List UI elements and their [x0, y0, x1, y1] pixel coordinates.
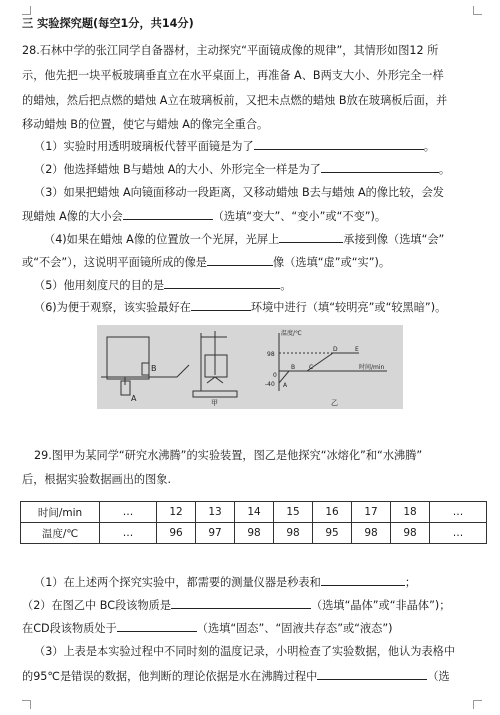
- period: 。: [280, 279, 292, 292]
- figures-svg: [97, 325, 403, 409]
- label-origin: 0: [273, 372, 277, 379]
- table-cell: 时间/min: [21, 502, 100, 523]
- q28-text-line-4: 移动蜡烛 B的位置，使它与蜡烛 A的像完全重合。: [22, 118, 269, 131]
- q28-sub4-pre: （4)如果在蜡烛 A像的位置放一个光屏，光屏上: [44, 233, 280, 246]
- table-row-temperature: [21, 523, 487, 544]
- table-cell: 96: [157, 523, 196, 544]
- q28-text-line-2: 示，他先把一块平板玻璃垂直立在水平桌面上，再准备 A、B两支大小、外形完全一样: [22, 69, 444, 82]
- q29-sub2b-pre: 在CD段该物质处于: [22, 622, 117, 635]
- label-time-axis: 时间/min: [359, 364, 385, 371]
- temperature-data-table: [20, 501, 487, 544]
- q28-sub3-post: （选填“变大”、“变小”或“不变”)。: [212, 210, 387, 223]
- table-cell: 15: [274, 502, 313, 523]
- q28-sub1-text: （1）实验时用透明玻璃板代替平面镜是为了: [34, 140, 254, 153]
- table-row-time: [21, 502, 487, 523]
- period: 。: [438, 163, 451, 176]
- q29-sub2b-post: （选填“固态”、“固液共存态”或“液态”): [196, 622, 393, 635]
- period: 。: [423, 140, 435, 153]
- table-cell: 95: [313, 523, 352, 544]
- q28-sub5-blank[interactable]: [164, 277, 280, 289]
- table-cell: 98: [391, 523, 430, 544]
- q29-sub2-blank-2[interactable]: [117, 620, 197, 632]
- q28-sub2-text: （2）他选择蜡烛 B与蜡烛 A的大小、外形完全一样是为了: [34, 163, 321, 176]
- table-cell: 温度/℃: [21, 523, 100, 544]
- beaker-shape: [205, 355, 227, 377]
- table-cell: …: [100, 502, 157, 523]
- table-cell: 14: [235, 502, 274, 523]
- q28-sub4b-post: 像（选填“虚”或“实”)。: [273, 256, 391, 269]
- q29-sub1-pre: （1）在上述两个探究实验中，都需要的测量仪器是秒表和: [34, 576, 321, 589]
- label-yi: 乙: [331, 399, 338, 407]
- label-point-b: B: [291, 364, 296, 371]
- q28-sub6-pre: （6)为便于观察，该实验最好在: [34, 301, 191, 314]
- label-point-d: D: [333, 346, 338, 353]
- q29-text-line-2: 后，根据实验数据画出的图象.: [22, 473, 171, 486]
- burner-base: [193, 391, 237, 397]
- table-cell: …: [100, 523, 157, 544]
- q28-text-line-1: 28.石林中学的张江同学自备器材，主动探究“平面镜成像的规律”，其情形如图12 所: [22, 44, 439, 57]
- label-candle-a: A: [131, 394, 137, 403]
- q28-sub4-line2: [22, 254, 390, 271]
- table-cell: 98: [352, 523, 391, 544]
- q29-sub2-line2: [22, 620, 393, 637]
- q29-sub2-blank-1[interactable]: [171, 597, 311, 609]
- q29-sub3-post: （选: [427, 670, 450, 683]
- section-title: 三 实验探究题(每空1分，共14分): [22, 17, 194, 30]
- table-cell: 12: [157, 502, 196, 523]
- table-cell: 98: [235, 523, 274, 544]
- mirror-setup-figure: [101, 337, 189, 395]
- q29-sub3-line1: （3）上表是本实验过程中不同时刻的温度记录，小明检查了实验数据，他认为表格中: [34, 645, 456, 658]
- label-98: 98: [267, 351, 275, 358]
- q28-sub4-post: 承接到像（选填“会”: [343, 233, 445, 246]
- experiment-figures: [97, 325, 403, 409]
- q29-sub2-line1: [22, 597, 450, 614]
- table-cell: 13: [196, 502, 235, 523]
- q28-sub4-line1: [44, 231, 444, 248]
- label-temp-axis: 温度/℃: [281, 330, 302, 337]
- table-cell: 18: [391, 502, 430, 523]
- q29-sub1-post: ；: [404, 576, 417, 589]
- label-candle-b: B: [151, 364, 157, 373]
- table-cell: 97: [196, 523, 235, 544]
- table-cell: 16: [313, 502, 352, 523]
- crop-mark-top-right: [473, 6, 482, 15]
- temperature-graph-figure: [279, 333, 387, 391]
- q28-text-line-3: 的蜡烛，然后把点燃的蜡烛 A立在玻璃板前，又把未点燃的蜡烛 B放在玻璃板后面，并: [22, 94, 448, 107]
- q28-sub2: [34, 161, 450, 178]
- table-cell: 98: [274, 523, 313, 544]
- q28-sub3-line2: [22, 208, 386, 225]
- q28-sub1: [34, 138, 435, 155]
- q28-sub5: [34, 277, 291, 294]
- crop-mark-top-left: [22, 6, 31, 15]
- q28-sub3-blank[interactable]: [123, 208, 213, 220]
- table-cell: …: [430, 502, 487, 523]
- q28-sub5-text: （5）他用刻度尺的目的是: [34, 279, 165, 292]
- label-point-a: A: [283, 382, 288, 389]
- label-minus40: -40: [265, 381, 275, 388]
- table-cell: …: [430, 523, 487, 544]
- q28-sub6: [34, 299, 446, 316]
- label-point-e: E: [355, 346, 359, 353]
- crop-mark-bottom-right: [473, 700, 482, 709]
- q29-sub2-post: （选填“晶体”或“非晶体”)；: [311, 599, 451, 612]
- crop-mark-bottom-left: [22, 700, 31, 709]
- q28-sub6-blank[interactable]: [191, 299, 251, 311]
- q28-sub4-blank-1[interactable]: [279, 231, 343, 243]
- q29-sub1-blank[interactable]: [321, 574, 405, 586]
- q29-text-line-1: 29.图甲为某同学“研究水沸腾”的实验装置，图乙是他探究“冰熔化”和“水沸腾”: [34, 449, 423, 462]
- q28-sub4-blank-2[interactable]: [207, 254, 273, 266]
- burner-flame: [207, 377, 223, 383]
- q29-sub3-line2: [22, 668, 450, 685]
- q29-sub3-blank[interactable]: [317, 668, 427, 680]
- q29-sub3-pre: 的95℃是错误的数据，他判断的理论依据是水在沸腾过程中: [22, 670, 318, 683]
- boiling-apparatus-figure: [193, 331, 237, 397]
- q28-sub3-line1: （3）如果把蜡烛 A向镜面移动一段距离，又移动蜡烛 B去与蜡烛 A的像比较，会发: [34, 186, 444, 199]
- q28-sub2-blank[interactable]: [321, 161, 439, 173]
- glass-plate: [107, 337, 149, 379]
- q28-sub1-blank[interactable]: [254, 138, 424, 150]
- q28-sub3-pre: 现蜡烛 A像的大小会: [22, 210, 123, 223]
- table-cell: 17: [352, 502, 391, 523]
- q28-sub4b-pre: 或“不会”），这说明平面镜所成的像是: [22, 256, 207, 269]
- q29-sub2-pre: （2）在图乙中 BC段该物质是: [22, 599, 172, 612]
- q28-sub6-post: 环境中进行（填“较明亮”或“较黑暗”)。: [250, 301, 447, 314]
- q29-sub1: [34, 574, 416, 591]
- candle-b-shape: [142, 363, 149, 375]
- label-jia: 甲: [211, 399, 218, 407]
- label-point-c: C: [309, 364, 314, 371]
